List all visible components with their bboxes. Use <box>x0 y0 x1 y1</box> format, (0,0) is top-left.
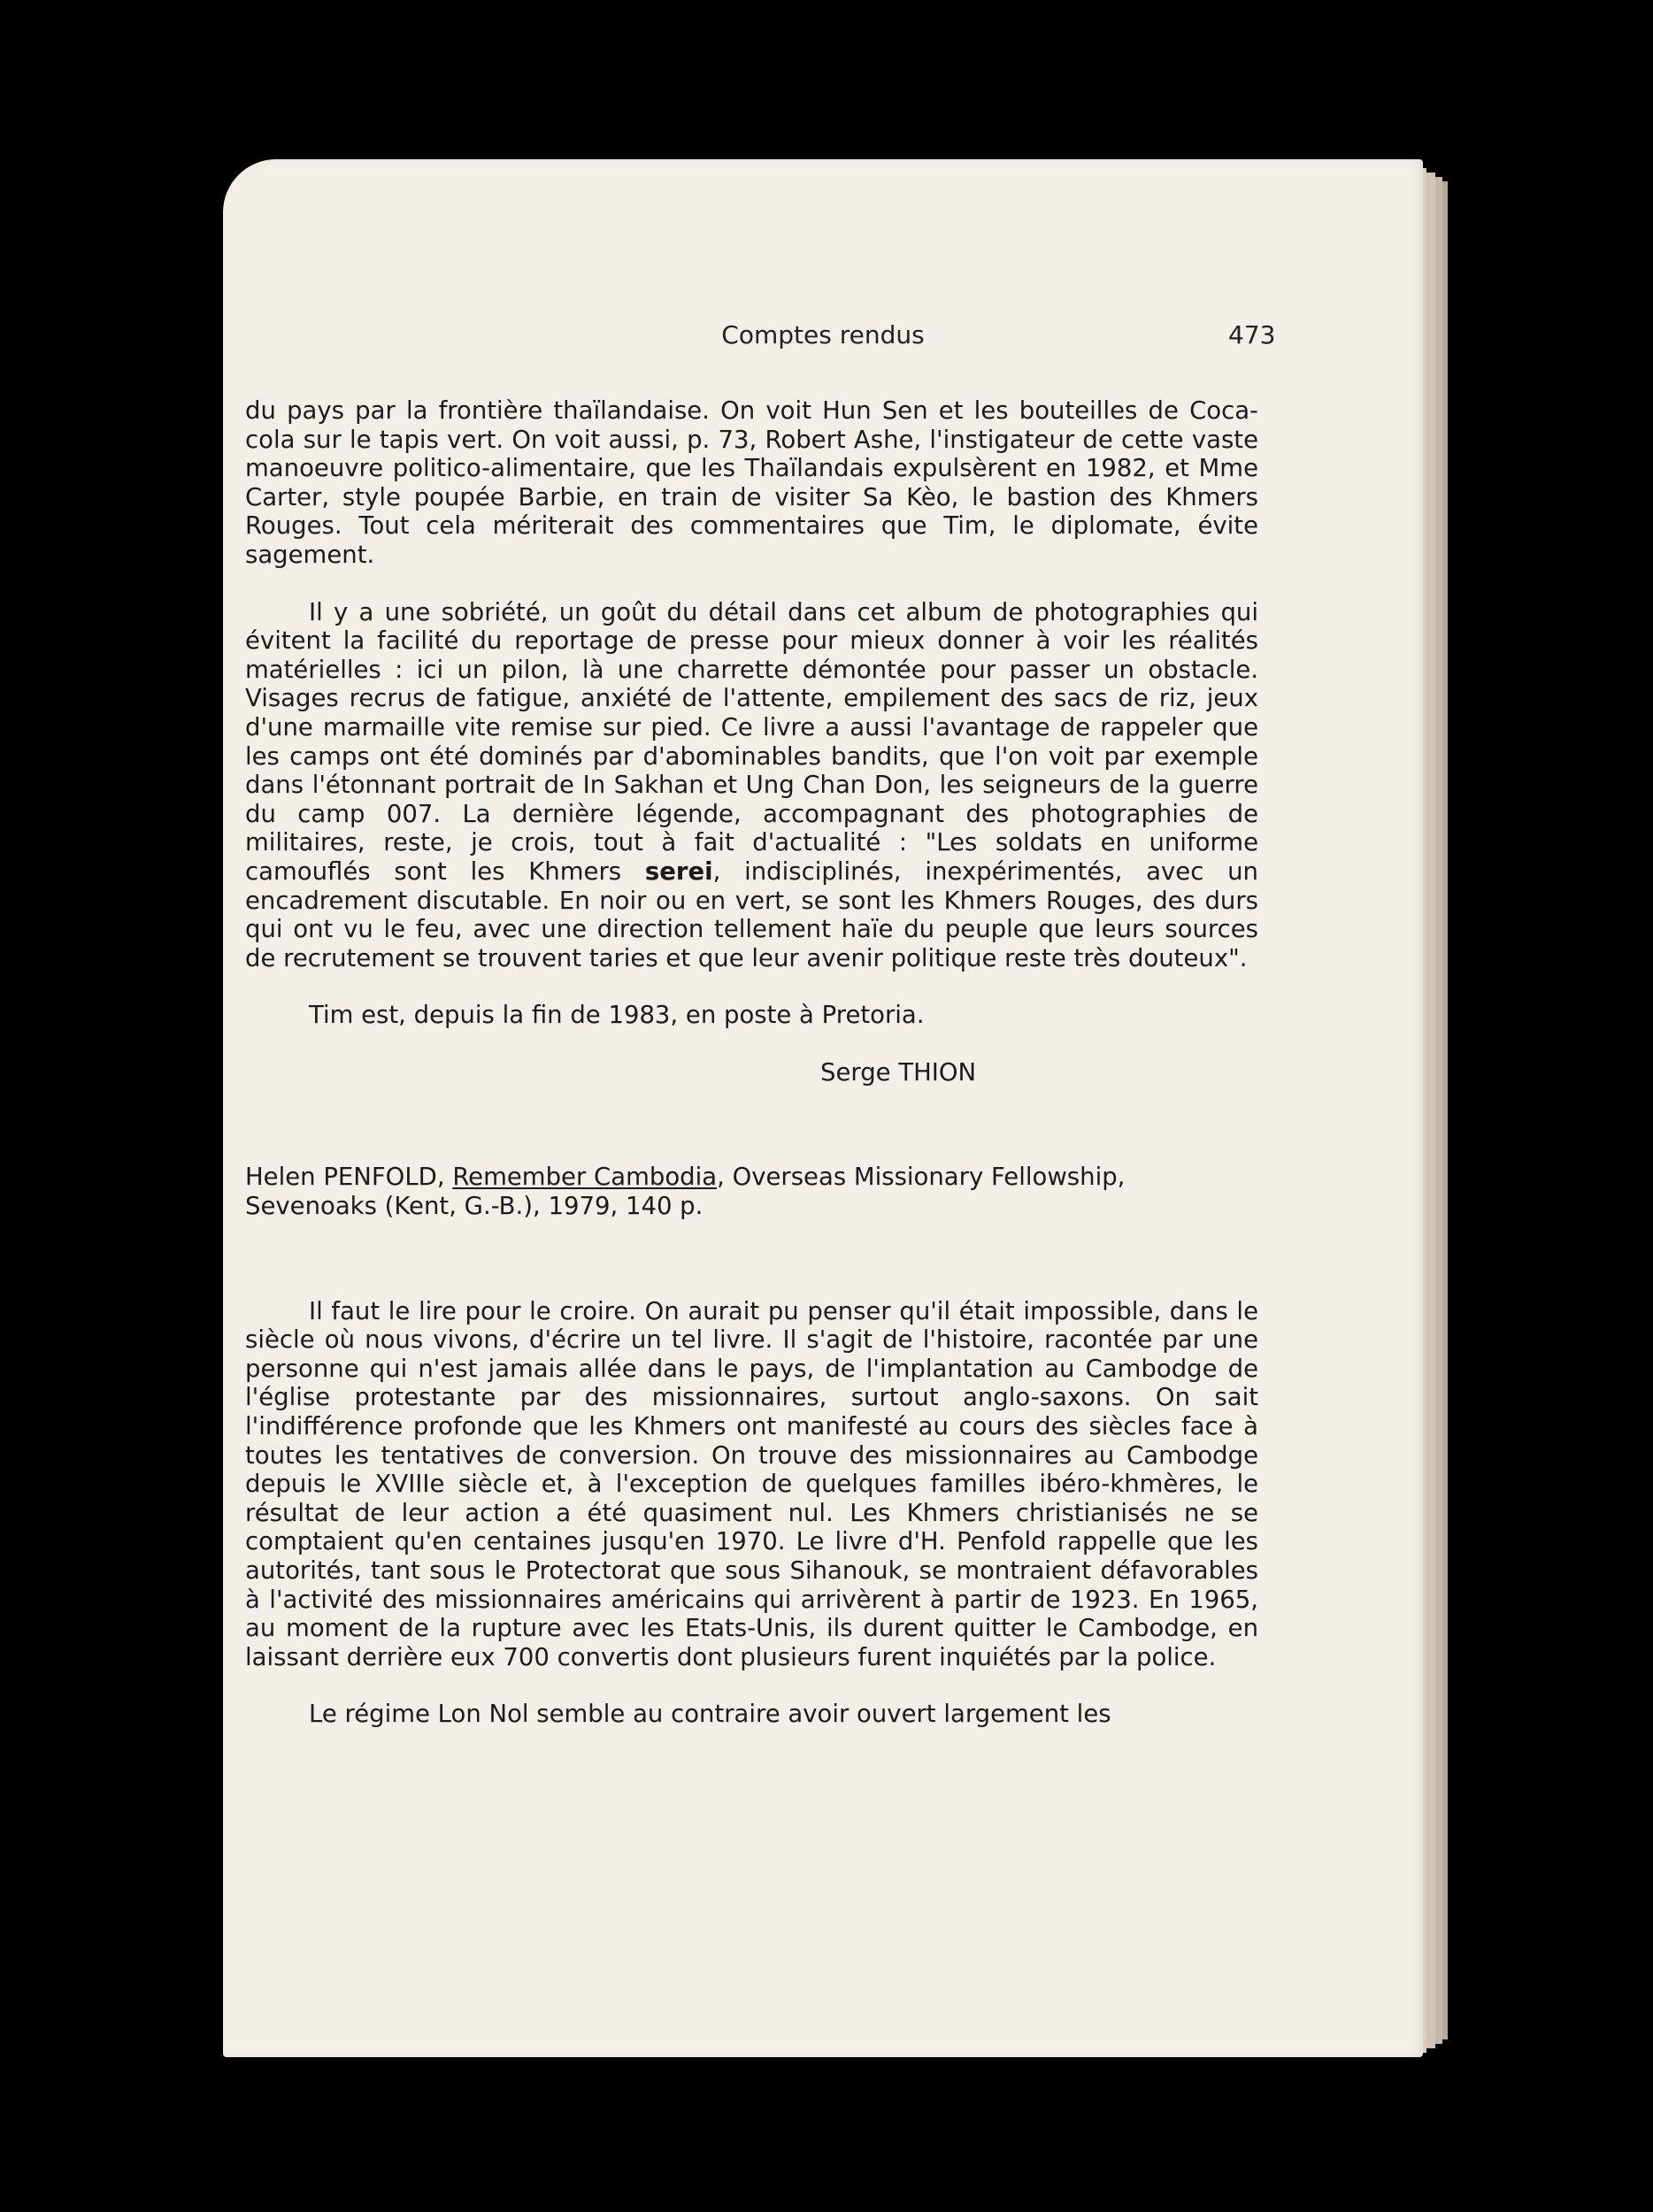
page-edge <box>1435 177 1442 2044</box>
review-publication-info: , Overseas Missionary Fellowship, Sevenoaks (Kent, G.-B.), 1979, 140 p. <box>245 1163 1126 1221</box>
review-book-title: Remember Cambodia <box>452 1163 718 1192</box>
page-edge <box>1426 173 1435 2048</box>
text-block <box>245 396 1258 1729</box>
review-signature: Serge THION <box>820 1057 977 1087</box>
running-header-title: Comptes rendus <box>721 320 925 349</box>
paper-sheet <box>223 159 1423 2057</box>
paragraph-2-text-after: , indisciplinés, inexpérimentés, avec un encadrement discutable. En noir ou en vert, se sont les Khmers Rouges, des durs qui ont vu le feu, avec une direction tellement haïe du peuple que leurs sources de recrutement se trouvent taries et que leur avenir politique reste très douteux". <box>245 856 1258 972</box>
paragraph-5: Le régime Lon Nol semble au contraire avoir ouvert largement les <box>309 1700 1111 1729</box>
paragraph-1: du pays par la frontière thaïlandaise. On voit Hun Sen et les bouteilles de Coca-cola sur le tapis vert. On voit aussi, p. 73, Robert Ashe, l'instigateur de cette vaste manoeuvre politico-alimentaire, que les Thaïlandais expulsèrent en 1982, et Mme Carter, style poupée Barbie, en train de visiter Sa Kèo, le bastion des Khmers Rouges. Tout cela mériterait des commentaires que Tim, le diplomate, évite sagement. <box>245 396 1258 569</box>
paragraph-2-text-before: Il y a une sobriété, un goût du détail dans cet album de photographies qui évitent la facilité du reportage de presse pour mieux donner à voir les réalités matérielles : ici un pilon, là une charrette démontée pour passer un obstacle. Visages recrus de fatigue, anxiété de l'attente, empilement des sacs de riz, jeux d'une marmaille vite remise sur pied. Ce livre a aussi l'avantage de rappeler que les camps ont été dominés par d'abominables bandits, que l'on voit par exemple dans l'étonnant portrait de In Sakhan et Ung Chan Don, les seigneurs de la guerre du camp 007. La dernière légende, accompagnant des photographies de militaires, reste, je crois, tout à fait d'actualité : "Les soldats en uniforme camouflés sont les Khmers <box>245 597 1258 886</box>
page-edge <box>1442 181 1448 2039</box>
paragraph-4: Il faut le lire pour le croire. On aurait pu penser qu'il était impossible, dans le siècle où nous vivons, d'écrire un tel livre. Il s'agit de l'histoire, racontée par une personne qui n'est jamais allée dans le pays, de l'implantation au Cambodge de l'église protestante par des missionnaires, surtout anglo-saxons. On sait l'indifférence profonde que les Khmers ont manifesté au cours des siècles face à toutes les tentatives de conversion. On trouve des missionnaires au Cambodge depuis le XVIIIe siècle et, à l'exception de quelques familles ibéro-khmères, le résultat de leur action a été quasiment nul. Les Khmers christianisés ne se comptaient qu'en centaines jusqu'en 1970. Le livre d'H. Penfold rappelle que les autorités, tant sous le Protectorat que sous Sihanouk, se montraient défavorables à l'activité des missionnaires américains qui arrivèrent à partir de 1923. En 1965, au moment de la rupture avec les Etats-Unis, ils durent quitter le Cambodge, en laissant derrière eux 700 convertis dont plusieurs furent inquiétés par la police. <box>245 1296 1258 1671</box>
paragraph-2-bold-word: serei <box>644 856 713 886</box>
paragraph-2 <box>245 598 1258 973</box>
review-citation <box>245 1163 1258 1220</box>
review-author: Helen PENFOLD, <box>245 1163 445 1192</box>
page-number: 473 <box>1228 320 1276 349</box>
paragraph-3: Tim est, depuis la fin de 1983, en poste à Pretoria. <box>309 1001 925 1030</box>
